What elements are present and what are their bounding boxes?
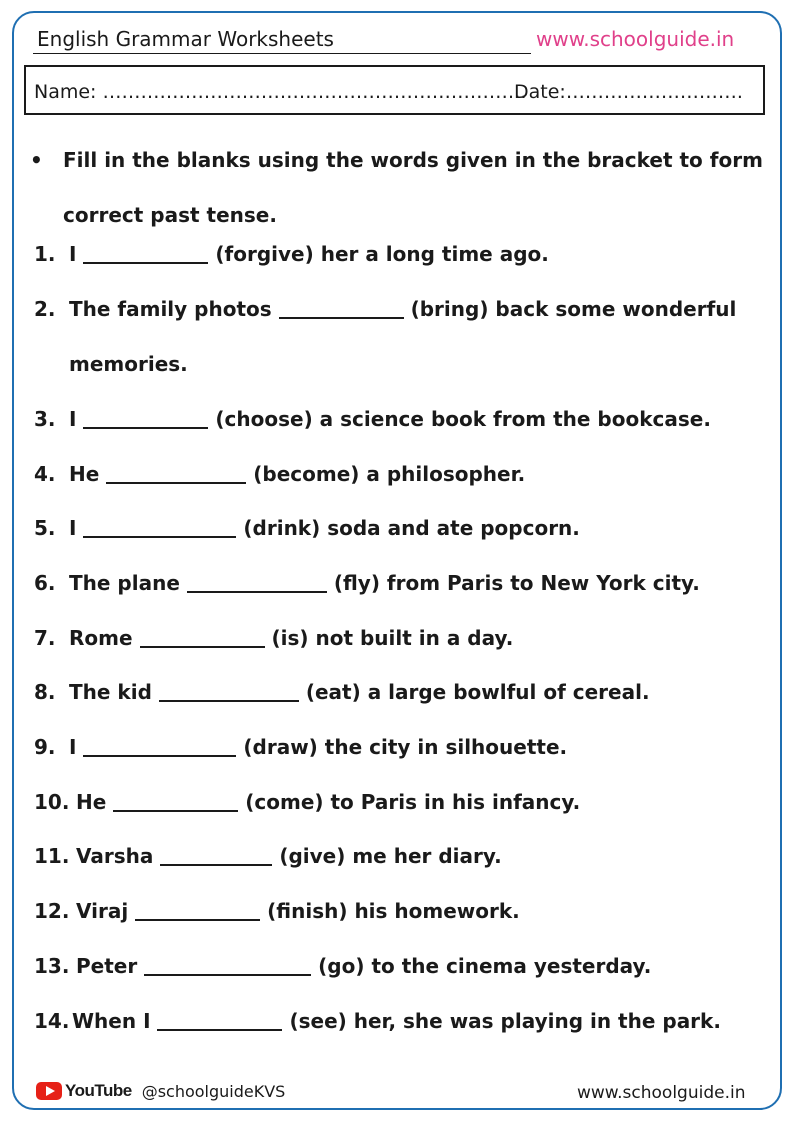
worksheet-title: English Grammar Worksheets — [37, 27, 334, 51]
question-after: (forgive) her a long time ago. — [215, 242, 549, 266]
question-before: Peter — [76, 954, 138, 978]
answer-blank[interactable] — [113, 792, 238, 812]
instruction — [28, 133, 773, 243]
question-before: When I — [72, 1009, 151, 1033]
question-before: He — [76, 790, 107, 814]
question-before: The family photos — [69, 297, 272, 321]
question-item — [34, 899, 520, 923]
question-item — [34, 516, 580, 540]
question-before: Rome — [69, 626, 133, 650]
question-before: The kid — [69, 680, 152, 704]
question-after: (bring) back some wonderful — [410, 297, 737, 321]
question-number: 6. — [34, 571, 56, 595]
name-field[interactable]: Name: …………………………………………………………. — [34, 81, 527, 103]
question-number: 5. — [34, 516, 56, 540]
question-after: (give) me her diary. — [279, 844, 502, 868]
answer-blank[interactable] — [160, 846, 272, 866]
question-number: 2. — [34, 297, 56, 321]
question-after: (eat) a large bowlful of cereal. — [305, 680, 650, 704]
question-item — [34, 790, 580, 814]
answer-blank[interactable] — [140, 628, 265, 648]
question-number: 11. — [34, 844, 70, 868]
answer-blank[interactable] — [279, 299, 404, 319]
question-before: I — [69, 516, 77, 540]
title-underline — [33, 53, 531, 54]
answer-blank[interactable] — [144, 956, 311, 976]
question-number: 7. — [34, 626, 56, 650]
question-number: 13. — [34, 954, 70, 978]
question-after: (drink) soda and ate popcorn. — [243, 516, 580, 540]
question-number: 14. — [34, 1009, 70, 1033]
answer-blank[interactable] — [187, 573, 327, 593]
youtube-handle[interactable]: @schoolguideKVS — [141, 1081, 286, 1101]
question-after: (see) her, she was playing in the park. — [289, 1009, 721, 1033]
question-after: (fly) from Paris to New York city. — [333, 571, 700, 595]
question-item — [34, 1009, 721, 1033]
question-item — [34, 735, 567, 759]
question-item — [34, 407, 711, 431]
question-after: (draw) the city in silhouette. — [243, 735, 568, 759]
answer-blank[interactable] — [135, 901, 260, 921]
name-date-box — [24, 65, 765, 115]
question-after: (go) to the cinema yesterday. — [318, 954, 652, 978]
question-after: (come) to Paris in his infancy. — [245, 790, 581, 814]
youtube-label: YouTube — [65, 1081, 132, 1100]
footer-url[interactable]: www.schoolguide.in — [577, 1083, 746, 1103]
question-before: The plane — [69, 571, 180, 595]
question-item — [34, 462, 525, 486]
question-after: (is) not built in a day. — [271, 626, 514, 650]
question-before: Viraj — [76, 899, 129, 923]
header-url: www.schoolguide.in — [536, 27, 735, 51]
question-number: 8. — [34, 680, 56, 704]
question-number: 9. — [34, 735, 56, 759]
bullet-icon: • — [30, 148, 43, 172]
question-item — [34, 954, 651, 978]
answer-blank[interactable] — [157, 1011, 282, 1031]
answer-blank[interactable] — [83, 518, 236, 538]
question-item — [34, 242, 549, 266]
question-number: 1. — [34, 242, 56, 266]
instruction-text: Fill in the blanks using the words given in the bracket to form correct past tense. — [63, 148, 763, 227]
youtube-footer — [36, 1081, 285, 1101]
question-number: 12. — [34, 899, 70, 923]
question-after: (finish) his homework. — [267, 899, 520, 923]
answer-blank[interactable] — [83, 244, 208, 264]
question-after: (choose) a science book from the bookcase. — [215, 407, 711, 431]
question-before: I — [69, 242, 77, 266]
question-before: He — [69, 462, 100, 486]
question-item — [34, 571, 700, 595]
question-number: 3. — [34, 407, 56, 431]
answer-blank[interactable] — [83, 737, 236, 757]
date-field[interactable]: Date:………………………. — [514, 81, 743, 103]
question-after: (become) a philosopher. — [253, 462, 526, 486]
question-number: 10. — [34, 790, 70, 814]
question-item — [34, 297, 736, 321]
question-continuation: memories. — [69, 352, 188, 376]
answer-blank[interactable] — [83, 409, 208, 429]
question-item — [34, 680, 650, 704]
answer-blank[interactable] — [106, 464, 246, 484]
youtube-logo-icon — [36, 1082, 62, 1100]
question-number: 4. — [34, 462, 56, 486]
question-item — [34, 844, 502, 868]
question-before: I — [69, 735, 77, 759]
answer-blank[interactable] — [159, 682, 299, 702]
question-item — [34, 626, 513, 650]
question-before: I — [69, 407, 77, 431]
question-before: Varsha — [76, 844, 154, 868]
